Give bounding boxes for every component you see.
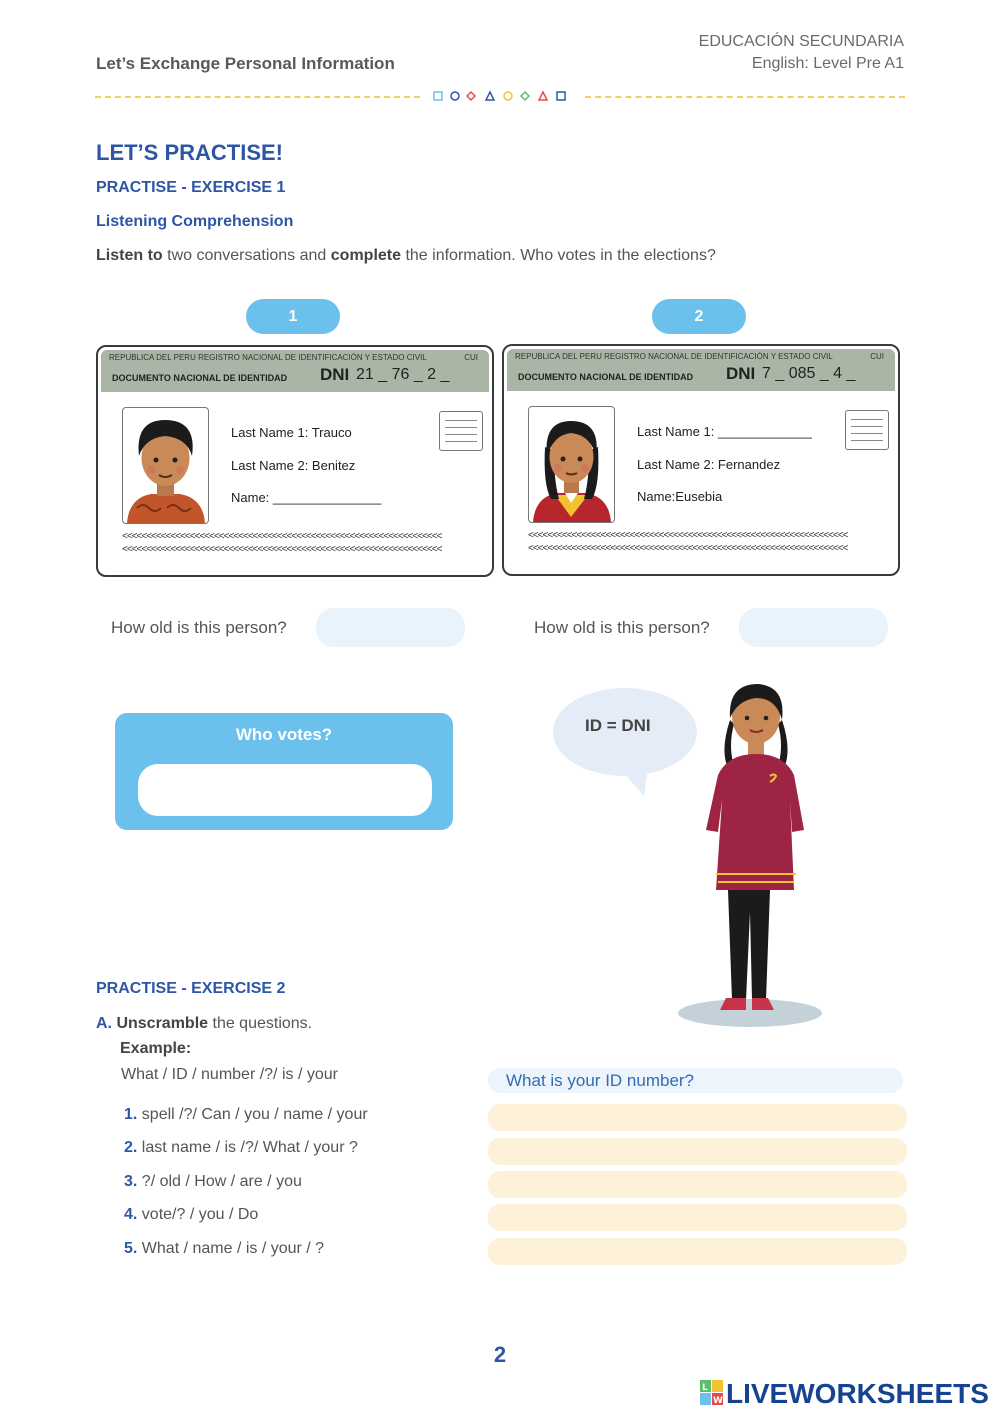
item-text: spell /?/ Can / you / name / your	[137, 1106, 368, 1123]
boy-portrait-icon	[123, 408, 208, 523]
card-name-field: Name:Eusebia	[637, 489, 723, 504]
svg-text:W: W	[713, 1396, 723, 1406]
item-number: 2.	[124, 1139, 138, 1156]
instr-bold-listen: Listen to	[96, 247, 163, 264]
card-last-name-2: Last Name 2: Fernandez	[637, 457, 781, 472]
card-cui-label: CUI	[870, 352, 884, 361]
question-item-5	[124, 1240, 324, 1258]
standing-girl-illustration-icon	[670, 680, 830, 1030]
card-dni-value: 21 _ 76 _ 2 _	[356, 366, 450, 383]
card-doc-label: DOCUMENTO NACIONAL DE IDENTIDAD	[518, 372, 694, 382]
exercise2-instructions	[96, 1015, 312, 1033]
card-last-name-1: Last Name 1: Trauco	[231, 425, 352, 440]
liveworksheets-badge-icon	[700, 1380, 724, 1406]
instr-text-rest: the questions.	[208, 1015, 313, 1032]
card-last-name-1: Last Name 1: _____________	[637, 424, 812, 439]
id-card-2	[502, 344, 900, 576]
card-name-field: Name: _______________	[231, 490, 382, 505]
id-card-1	[96, 345, 494, 577]
age-question-2: How old is this person?	[534, 618, 710, 637]
item-number: 3.	[124, 1173, 138, 1190]
card-dni-label: DNI	[320, 365, 350, 384]
answer-input-5[interactable]	[488, 1238, 907, 1265]
exercise2-heading: PRACTISE - EXERCISE 2	[96, 980, 286, 997]
header-course: English: Level Pre A1	[751, 55, 904, 72]
header-divider-left	[95, 96, 420, 98]
card-header-line: REPUBLICA DEL PERU REGISTRO NACIONAL DE IDENTIFICACIÓN Y ESTADO CIVIL	[515, 352, 833, 361]
item-text: What / name / is / your / ?	[137, 1240, 325, 1257]
header-divider-right	[585, 96, 905, 98]
section-title: LET’S PRACTISE!	[96, 140, 284, 165]
age-answer-input-2[interactable]	[739, 608, 888, 647]
page-number: 2	[493, 1342, 507, 1367]
exercise2-letter: A.	[96, 1015, 112, 1032]
example-label: Example:	[120, 1040, 192, 1057]
item-number: 5.	[124, 1240, 138, 1257]
item-text: vote/? / you / Do	[137, 1206, 259, 1223]
card-last-name-2: Last Name 2: Benitez	[231, 458, 356, 473]
answer-input-2[interactable]	[488, 1138, 907, 1165]
item-number: 4.	[124, 1206, 138, 1223]
age-question-1: How old is this person?	[111, 618, 287, 637]
card-mrz-line-2: <<<<<<<<<<<<<<<<<<<<<<<<<<<<<<<<<<<<<<<<<<<<<<<<<<<<<<<<<<<<<<<<<<	[122, 544, 442, 555]
document-title: Let’s Exchange Personal Information	[96, 54, 395, 73]
example-scrambled: What / ID / number /?/ is / your	[121, 1066, 338, 1083]
answer-input-4[interactable]	[488, 1204, 907, 1231]
girl-portrait-photo	[528, 406, 615, 523]
card-header-line: REPUBLICA DEL PERU REGISTRO NACIONAL DE IDENTIFICACIÓN Y ESTADO CIVIL	[109, 353, 427, 362]
question-item-4	[124, 1206, 258, 1224]
liveworksheets-wordmark: LIVEWORKSHEETS	[726, 1378, 989, 1409]
card-fingerprint-box	[439, 411, 483, 451]
question-item-2	[124, 1139, 358, 1157]
exercise1-heading: PRACTISE - EXERCISE 1	[96, 179, 286, 196]
instr-text-end: the information. Who votes in the elections?	[401, 247, 716, 264]
question-item-1	[124, 1106, 368, 1124]
header-level: EDUCACIÓN SECUNDARIA	[698, 33, 904, 50]
card-doc-label: DOCUMENTO NACIONAL DE IDENTIDAD	[112, 373, 288, 383]
who-votes-panel	[115, 713, 453, 830]
card-mrz-line-1: <<<<<<<<<<<<<<<<<<<<<<<<<<<<<<<<<<<<<<<<<<<<<<<<<<<<<<<<<<<<<<<<<<	[528, 530, 848, 541]
card-dni-label: DNI	[726, 364, 756, 383]
decorative-shapes-icon	[433, 89, 569, 103]
card1-number-badge: 1	[246, 299, 340, 334]
card-cui-label: CUI	[464, 353, 478, 362]
girl-portrait-icon	[529, 407, 614, 522]
instr-bold-unscramble: Unscramble	[116, 1015, 209, 1032]
item-number: 1.	[124, 1106, 138, 1123]
item-text: ?/ old / How / are / you	[137, 1173, 302, 1190]
exercise1-subheading: Listening Comprehension	[96, 213, 294, 230]
instr-text-mid: two conversations and	[162, 247, 331, 264]
who-votes-input[interactable]	[138, 764, 432, 816]
example-answer: What is your ID number?	[488, 1068, 903, 1093]
speech-bubble-text: ID = DNI	[585, 716, 651, 735]
liveworksheets-logo	[700, 1378, 992, 1408]
question-item-3	[124, 1173, 302, 1191]
card-mrz-line-1: <<<<<<<<<<<<<<<<<<<<<<<<<<<<<<<<<<<<<<<<<<<<<<<<<<<<<<<<<<<<<<<<<<	[122, 531, 442, 542]
svg-text:L: L	[702, 1383, 708, 1393]
instr-bold-complete: complete	[330, 247, 402, 264]
who-votes-label: Who votes?	[235, 725, 333, 744]
exercise1-instructions	[96, 247, 716, 265]
card-mrz-line-2: <<<<<<<<<<<<<<<<<<<<<<<<<<<<<<<<<<<<<<<<<<<<<<<<<<<<<<<<<<<<<<<<<<	[528, 543, 848, 554]
age-answer-input-1[interactable]	[316, 608, 465, 647]
item-text: last name / is /?/ What / your ?	[137, 1139, 358, 1156]
boy-portrait-photo	[122, 407, 209, 524]
answer-input-3[interactable]	[488, 1171, 907, 1198]
card2-number-badge: 2	[652, 299, 746, 334]
card-fingerprint-box	[845, 410, 889, 450]
answer-input-1[interactable]	[488, 1104, 907, 1131]
card-dni-value: 7 _ 085 _ 4 _	[762, 365, 856, 382]
